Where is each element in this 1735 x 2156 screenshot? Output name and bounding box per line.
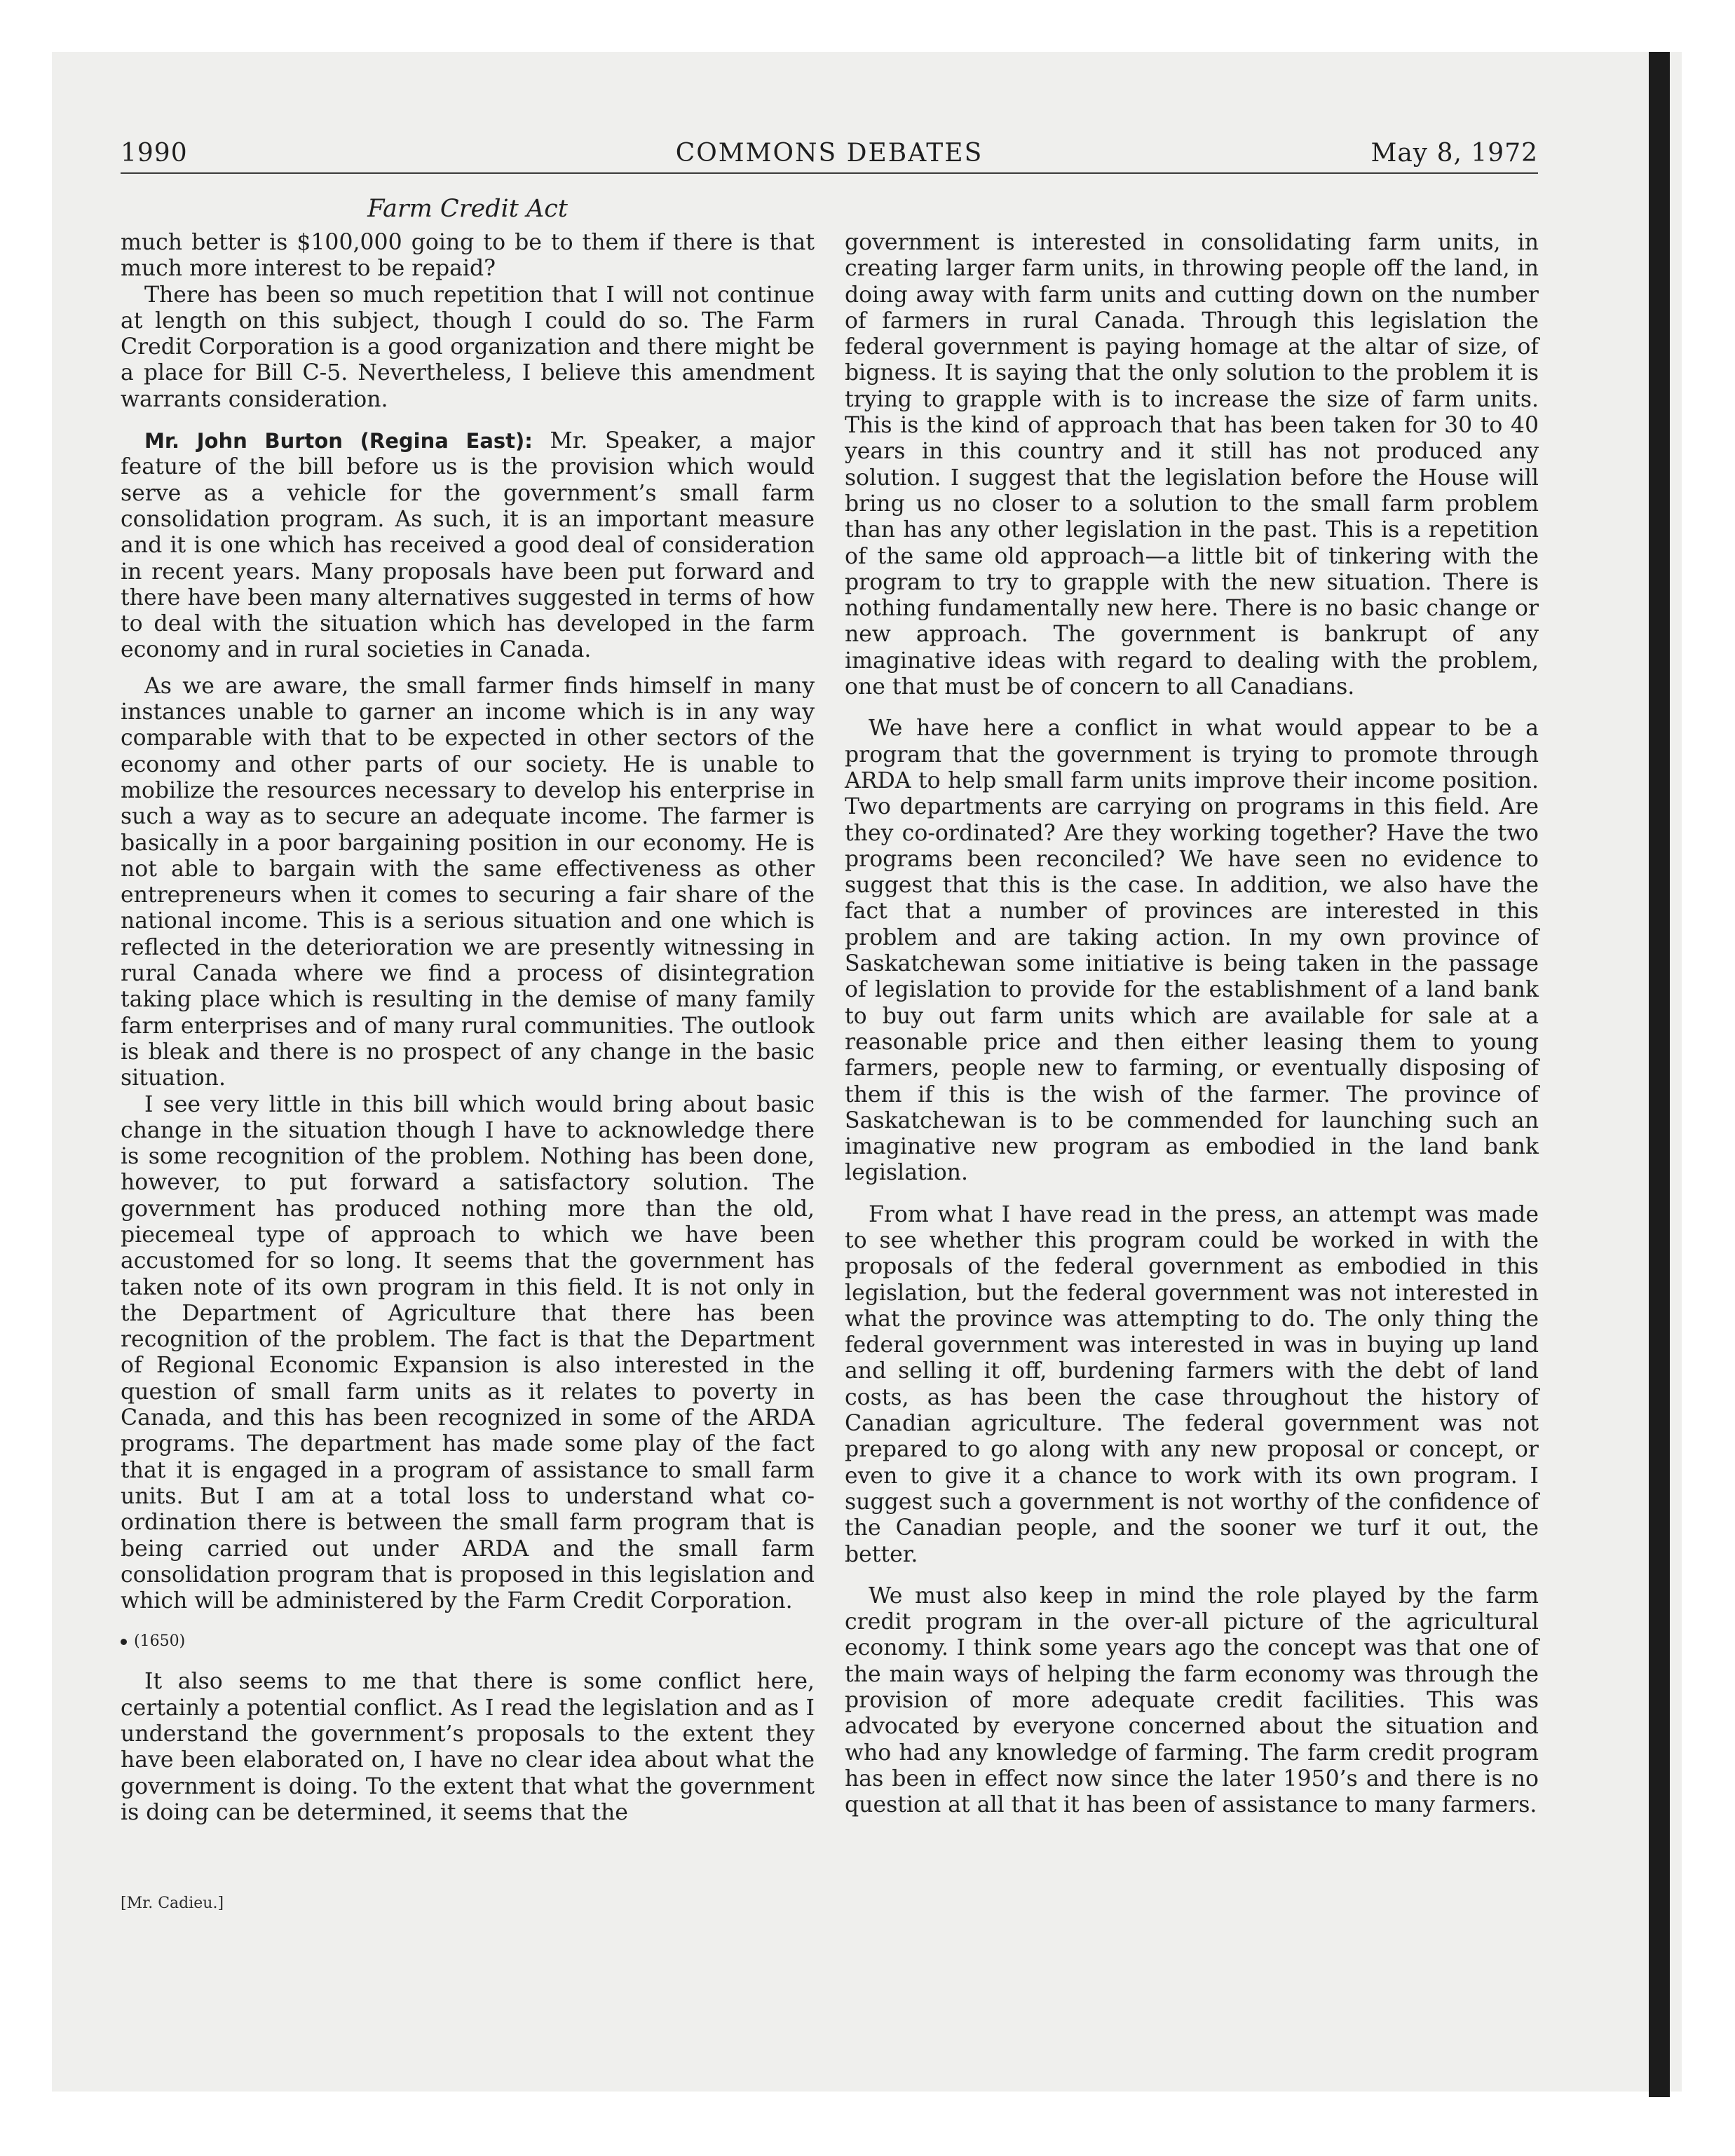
publication-date: May 8, 1972 bbox=[1370, 139, 1538, 168]
publication-title: COMMONS DEBATES bbox=[675, 139, 984, 168]
paragraph: As we are aware, the small farmer finds himself in many instances unable to garner an income which is in any way comparable with that to be expected in other sectors of the economy and other parts of our society. He is unable to mobilize the resources necessary to develop his enterprise in such a way as to secure an adequate income. The farmer is basically in a poor bargaining position in our economy. He is not able to bargain with the same effectiveness as other entrepreneurs when it comes to securing a fair share of the national income. This is a serious situation and one which is reflected in the deterioration we are presently witnessing in rural Canada where we find a process of disintegration taking place which is resulting in the demise of many family farm enterprises and of many rural communities. The outlook is bleak and there is no prospect of any change in the basic situation. bbox=[121, 673, 815, 1091]
paragraph: From what I have read in the press, an attempt was made to see whether this program could be worked in with the proposals of the federal government as embodied in this legislation, but the federal government was not interested in what the province was attempting to do. The only thing the federal government was interested in was in buying up land and selling it off, burdening farmers with the debt of land costs, as has been the case throughout the history of Canadian agriculture. The federal government was not prepared to go along with any new proposal or concept, or even to give it a chance to work with its own program. I suggest such a government is not worthy of the confidence of the Canadian people, and the sooner we turf it out, the better. bbox=[845, 1201, 1539, 1567]
speech-paragraph bbox=[121, 428, 815, 664]
paragraph: We must also keep in mind the role played by the farm credit program in the over-all picture of the agricultural economy. I think some years ago the concept was that one of the main ways of helping the farm economy was through the provision of more adequate credit facilities. This was advocated by everyone concerned about the situation and who had any knowledge of farming. The farm credit program has been in effect now since the later 1950’s and there is no question at all that it has been of assistance to many farmers. bbox=[845, 1583, 1539, 1818]
right-column bbox=[845, 230, 1539, 1819]
paragraph: We have here a conflict in what would appear to be a program that the government is trying to promote through ARDA to help small farm units improve their income position. Two departments are carrying on programs in this field. Are they co-ordinated? Are they working together? Have the two programs been reconciled? We have seen no evidence to suggest that this is the case. In addition, we also have the fact that a number of provinces are interested in this problem and are taking action. In my own province of Saskatchewan some initiative is being taken in the passage of legislation to provide for the establishment of a land bank to buy out farm units which are available for sale at a reasonable price and then either leasing them to young farmers, people new to farming, or eventually disposing of them if this is the wish of the farmer. The province of Saskatchewan is to be commended for launching such an imaginative new program as embodied in the land bank legislation. bbox=[845, 716, 1539, 1186]
time-marker bbox=[121, 1631, 815, 1652]
running-head: Farm Credit Act bbox=[367, 195, 568, 223]
paragraph: government is interested in consolidating farm units, in creating larger farm units, in throwing people off the land, in doing away with farm units and cutting down on the number of farmers in rural Canada. Through this legislation the federal government is paying homage at the altar of size, of bigness. It is saying that the only solution to the problem it is trying to grapple with is to increase the size of farm units. This is the kind of approach that has been taken for 30 to 40 years in this country and it still has not produced any solution. I suggest that the legislation before the House will bring us no closer to a solution to the small farm problem than has any other legislation in the past. This is a repetition of the same old approach—a little bit of tinkering with the program to try to grapple with the new situation. There is nothing fundamentally new here. There is no basic change or new approach. The government is bankrupt of any imaginative ideas with regard to dealing with the problem, one that must be of concern to all Canadians. bbox=[845, 230, 1539, 700]
speaker-name: Mr. John Burton (Regina East): bbox=[144, 429, 533, 453]
time-marker-text: (1650) bbox=[134, 1632, 186, 1651]
left-column bbox=[121, 230, 815, 1826]
paragraph: I see very little in this bill which would bring about basic change in the situation though I have to acknowledge there is some recognition of the problem. Nothing has been done, however, to put forward a satisfactory solution. The government has produced nothing more than the old, piecemeal type of approach to which we have been accustomed for so long. It seems that the government has taken note of its own program in this field. It is not only in the Department of Agriculture that there has been recognition of the problem. The fact is that the Department of Regional Economic Expansion is also interested in the question of small farm units as it relates to poverty in Canada, and this has been recognized in some of the ARDA programs. The department has made some play of the fact that it is engaged in a program of assistance to small farm units. But I am at a total loss to understand what co-ordination there is between the small farm program that is being carried out under ARDA and the small farm consolidation program that is proposed in this legislation and which will be administered by the Farm Credit Corporation. bbox=[121, 1091, 815, 1614]
page-header bbox=[121, 140, 1538, 174]
paragraph: There has been so much repetition that I will not continue at length on this subject, though I could do so. The Farm Credit Corporation is a good organization and there might be a place for Bill C-5. Nevertheless, I believe this amendment warrants consideration. bbox=[121, 282, 815, 412]
speech-text: Mr. Speaker, a major feature of the bill before us is the provision which would serve as a vehicle for the government’s small farm consolidation program. As such, it is an important measure and it is one which has received a good deal of consideration in recent years. Many proposals have been put forward and there have been many alternatives suggested in terms of how to deal with the situation which has developed in the farm economy and in rural societies in Canada. bbox=[121, 428, 815, 663]
page-number: 1990 bbox=[121, 139, 188, 168]
paragraph: much better is $100,000 going to be to them if there is that much more interest to be repaid? bbox=[121, 230, 815, 282]
bullet-icon bbox=[121, 1639, 127, 1645]
paragraph: It also seems to me that there is some conflict here, certainly a potential conflict. As I read the legislation and as I understand the government’s proposals to the extent they have been elaborated on, I have no clear idea about what the government is doing. To the extent that what the government is doing can be determined, it seems that the bbox=[121, 1669, 815, 1825]
speaker-footer: [Mr. Cadieu.] bbox=[121, 1895, 224, 1912]
